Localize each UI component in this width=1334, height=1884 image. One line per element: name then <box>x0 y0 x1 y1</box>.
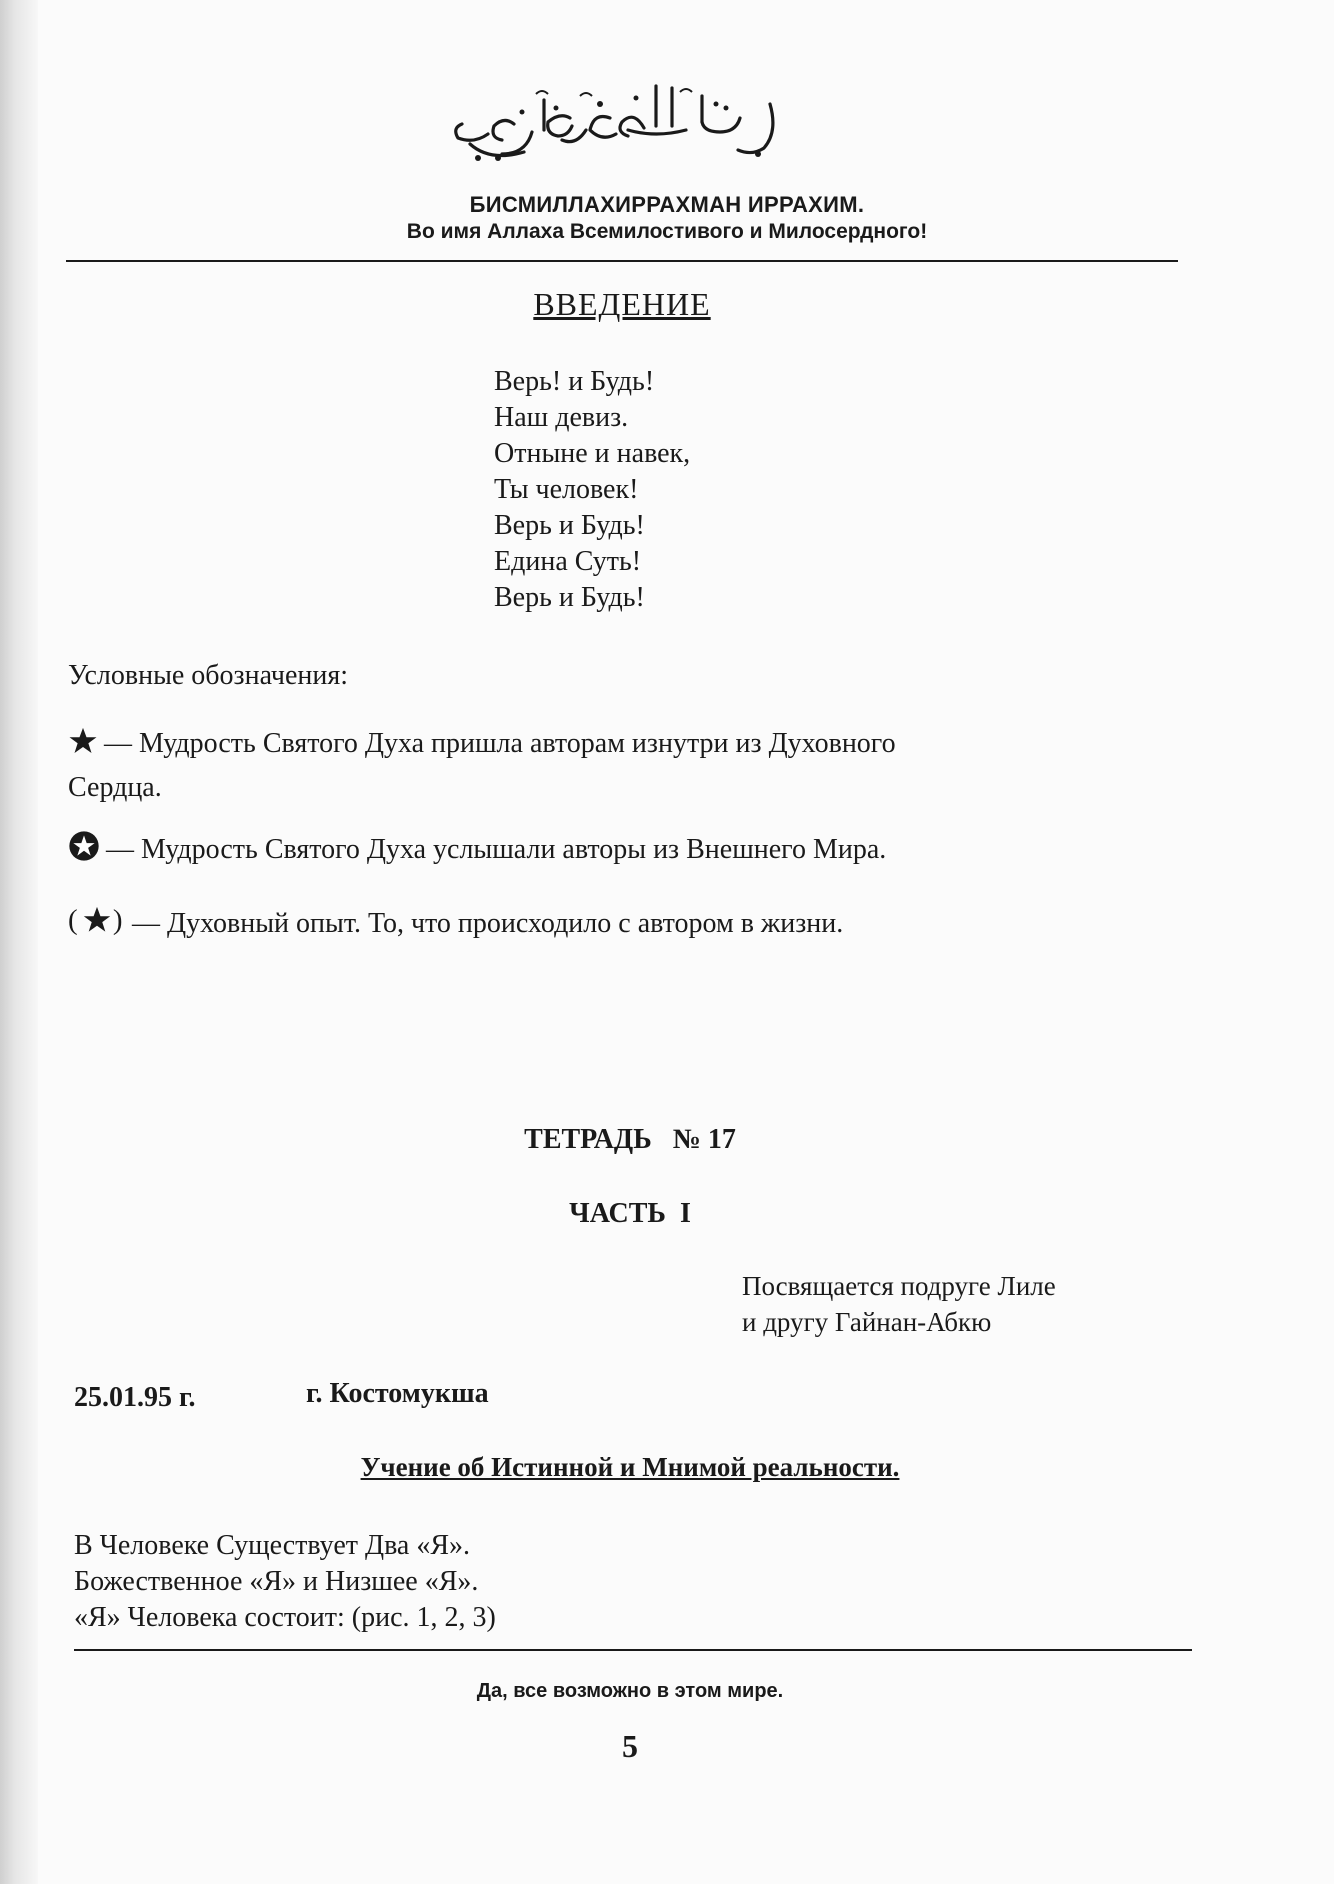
poem-line: Отныне и навек, <box>494 438 691 469</box>
legend-item-spiritual-experience <box>68 904 843 948</box>
introduction-heading: ВВЕДЕНИЕ <box>533 286 711 322</box>
poem-line: Ты человек! <box>494 474 639 505</box>
footer-divider <box>74 1649 1192 1651</box>
legend-item-inner-wisdom <box>68 724 968 808</box>
arabic-calligraphy-basmala <box>440 74 802 166</box>
footer-motto: Да, все возможно в этом мире. <box>476 1680 784 1702</box>
poem-line: Верь и Будь! <box>494 582 645 613</box>
entry-place: г. Костомукша <box>306 1378 489 1409</box>
body-line: В Человеке Существует Два «Я». <box>74 1530 471 1561</box>
body-paragraph <box>74 1528 496 1636</box>
basmala-translation: Во имя Аллаха Всемилостивого и Милосердного! <box>406 220 928 243</box>
poem-line: Верь! и Будь! <box>494 366 655 397</box>
poem-line: Едина Суть! <box>494 546 642 577</box>
legend-item-text: — Мудрость Святого Духа пришла авторам изнутри из Духовного Сердца. <box>68 728 896 803</box>
page-number: 5 <box>622 1728 638 1764</box>
legend-heading: Условные обозначения: <box>68 660 349 691</box>
dedication <box>742 1268 1056 1340</box>
body-line: «Я» Человека состоит: (рис. 1, 2, 3) <box>74 1602 496 1633</box>
legend-item-text: — Мудрость Святого Духа услышали авторы из Внешнего Мира. <box>106 834 887 865</box>
svg-text:): ) <box>112 904 123 936</box>
poem-line: Наш девиз. <box>494 402 629 433</box>
circled-star-icon <box>68 830 100 874</box>
part-heading: ЧАСТЬ I <box>569 1198 691 1229</box>
motto-poem <box>494 364 690 616</box>
body-line: Божественное «Я» и Низшее «Я». <box>74 1566 479 1597</box>
filled-star-icon <box>68 726 98 768</box>
dedication-line: и другу Гайнан-Абкю <box>742 1307 992 1337</box>
teaching-heading: Учение об Истинной и Мнимой реальности. <box>360 1452 900 1482</box>
parenthesized-star-icon <box>68 904 126 948</box>
legend-item-outer-wisdom <box>68 830 886 874</box>
svg-text:(: ( <box>68 904 78 936</box>
legend-item-text: — Духовный опыт. То, что происходило с автором в жизни. <box>132 908 844 939</box>
notebook-number-heading: ТЕТРАДЬ № 17 <box>524 1124 736 1155</box>
header-divider <box>66 260 1178 262</box>
entry-date: 25.01.95 г. <box>74 1382 196 1413</box>
basmala-transliteration: БИСМИЛЛАХИРРАХМАН ИРРАХИМ. <box>469 192 865 217</box>
poem-line: Верь и Будь! <box>494 510 645 541</box>
dedication-line: Посвящается подруге Лиле <box>742 1271 1056 1301</box>
page-binding-shadow <box>0 0 38 1884</box>
